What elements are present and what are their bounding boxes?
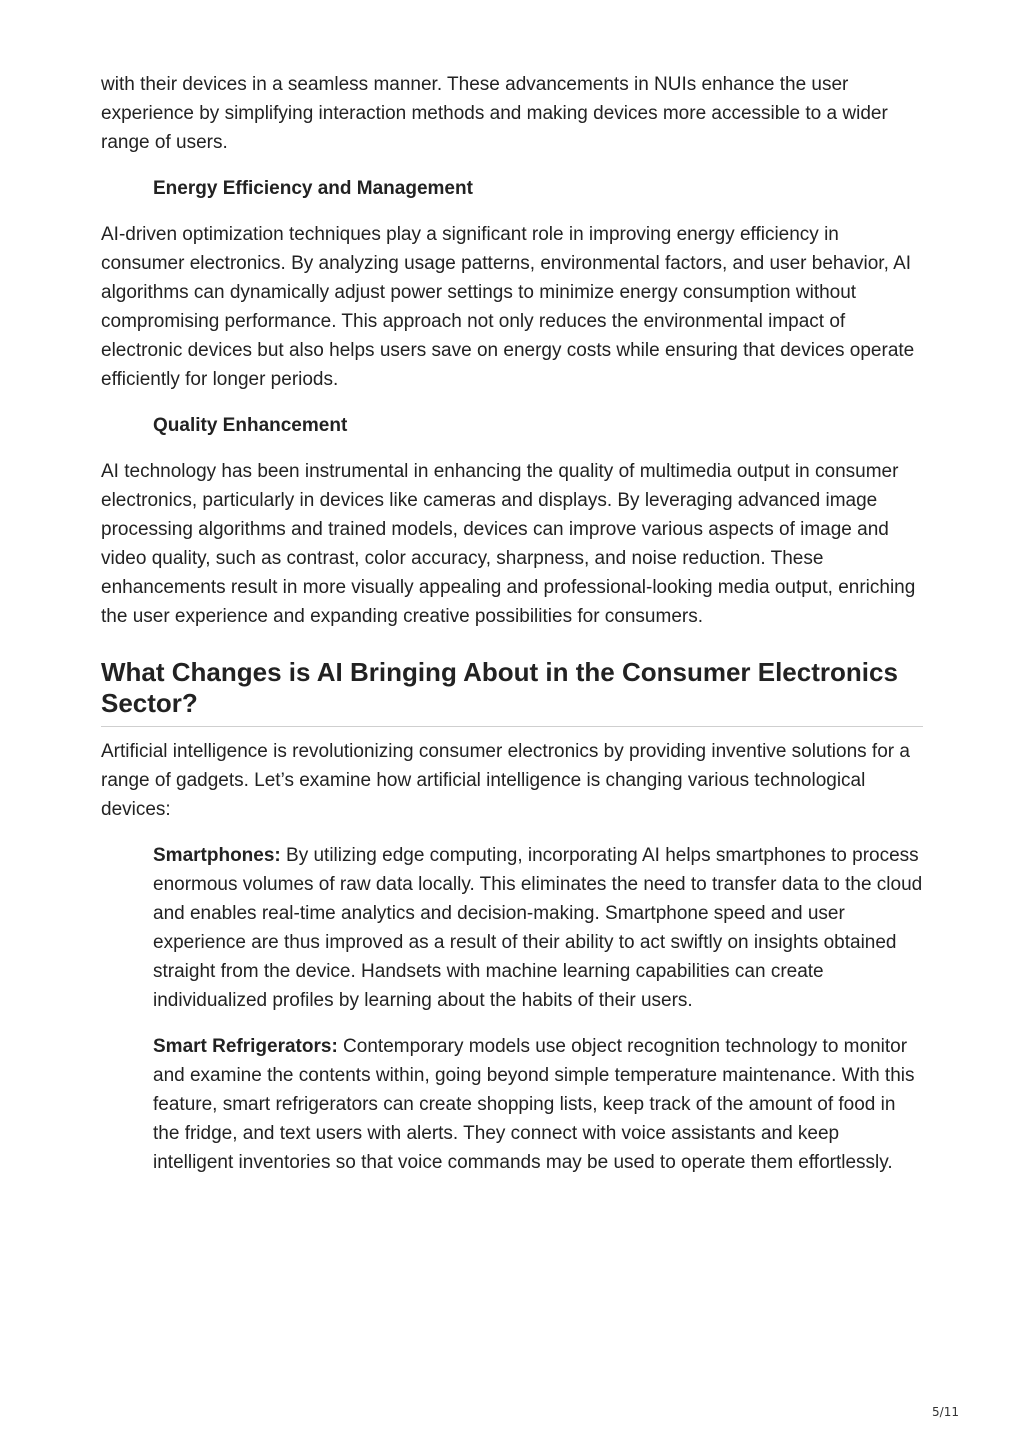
item-label: Smartphones: — [153, 845, 281, 866]
item-text: By utilizing edge computing, incorporating AI helps smartphones to process enormous volumes of raw data locally. This eliminates the need to transfer data to the cloud and enables real-time analytics and decision-making. Smartphone speed and user experience are thus improved as a result of their ability to act swiftly on insights obtained straight from the device. Handsets with machine learning capabilities can create individualized profiles by learning about the habits of their users. — [153, 845, 923, 1011]
item-smart-refrigerators — [153, 1032, 923, 1177]
page-number: 5/11 — [932, 1405, 959, 1419]
section-intro-paragraph: Artificial intelligence is revolutionizing consumer electronics by providing inventive solutions for a range of gadgets. Let’s examine how artificial intelligence is changing various technological devices: — [101, 741, 910, 820]
document-page — [101, 70, 923, 1194]
section-heading: What Changes is AI Bringing About in the Consumer Electronics Sector? — [101, 657, 923, 727]
item-smartphones — [153, 841, 923, 1015]
energy-efficiency-heading: Energy Efficiency and Management — [153, 178, 473, 199]
quality-enhancement-paragraph: AI technology has been instrumental in enhancing the quality of multimedia output in consumer electronics, particularly in devices like cameras and displays. By leveraging advanced image processing algorithms and trained models, devices can improve various aspects of image and video quality, such as contrast, color accuracy, sharpness, and noise reduction. These enhancements result in more visually appealing and professional-looking media output, enriching the user experience and expanding creative possibilities for consumers. — [101, 461, 916, 627]
intro-continuation-paragraph: with their devices in a seamless manner. These advancements in NUIs enhance the user experience by simplifying interaction methods and making devices more accessible to a wider range of users. — [101, 74, 888, 153]
item-text: Contemporary models use object recognition technology to monitor and examine the contents within, going beyond simple temperature maintenance. With this feature, smart refrigerators can create shopping lists, keep track of the amount of food in the fridge, and text users with alerts. They connect with voice assistants and keep intelligent inventories so that voice commands may be used to operate them effortlessly. — [153, 1036, 915, 1173]
energy-efficiency-paragraph: AI-driven optimization techniques play a significant role in improving energy efficiency in consumer electronics. By analyzing usage patterns, environmental factors, and user behavior, AI algorithms can dynamically adjust power settings to minimize energy consumption without compromising performance. This approach not only reduces the environmental impact of electronic devices but also helps users save on energy costs while ensuring that devices operate efficiently for longer periods. — [101, 224, 915, 390]
quality-enhancement-heading: Quality Enhancement — [153, 415, 348, 436]
item-label: Smart Refrigerators: — [153, 1036, 338, 1057]
